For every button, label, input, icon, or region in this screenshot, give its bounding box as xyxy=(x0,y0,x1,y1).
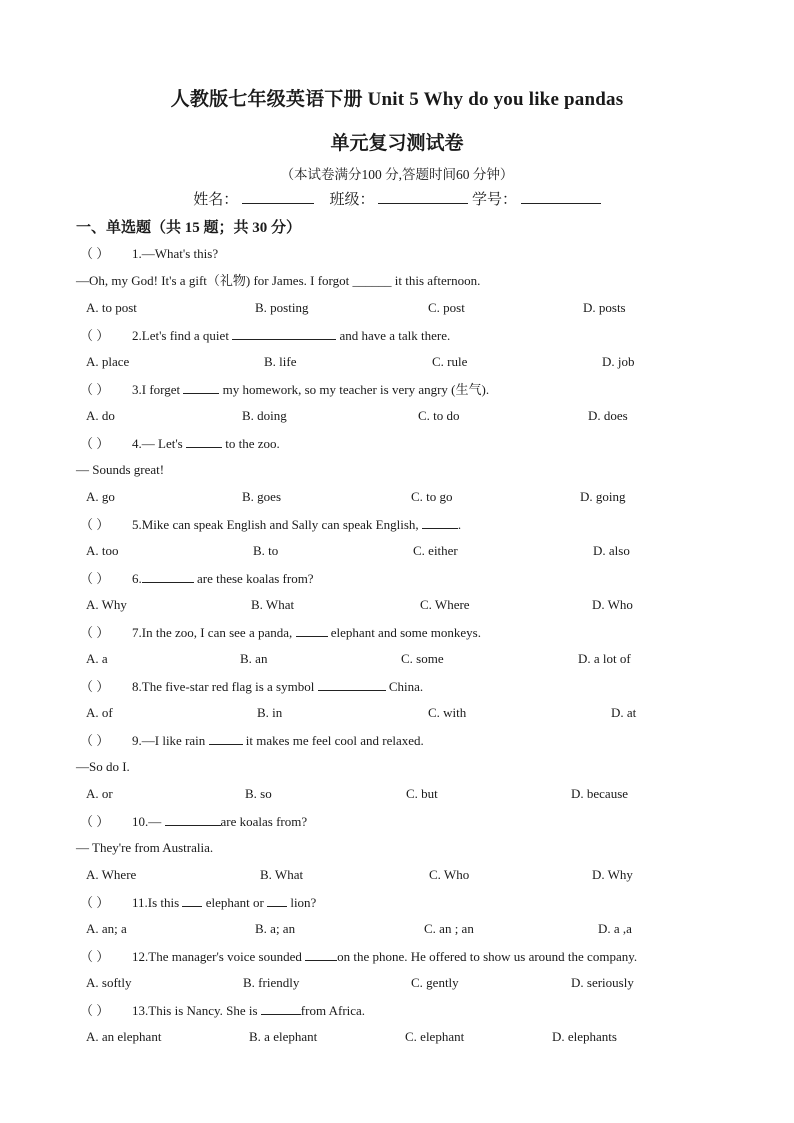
question-text: and have a talk there. xyxy=(336,328,451,343)
option-d[interactable]: D. does xyxy=(588,408,628,423)
option-a[interactable]: A. of xyxy=(86,705,113,720)
question-text: my homework, so my teacher is very angry (生气). xyxy=(219,382,490,397)
option-b[interactable]: B. life xyxy=(264,354,297,369)
exam-note: （本试卷满分100 分,答题时间60 分钟） xyxy=(280,167,514,182)
id-blank[interactable] xyxy=(521,189,601,204)
option-c[interactable]: C. Where xyxy=(420,597,470,612)
option-a[interactable]: A. place xyxy=(86,354,130,369)
question-1 xyxy=(80,245,218,263)
option-c[interactable]: C. rule xyxy=(432,354,468,369)
option-b[interactable]: B. posting xyxy=(255,300,309,315)
option-c[interactable]: C. with xyxy=(428,705,467,720)
question-text: to the zoo. xyxy=(221,436,280,451)
option-b[interactable]: B. What xyxy=(251,597,295,612)
option-d[interactable]: D. also xyxy=(593,543,630,558)
answer-blank[interactable] xyxy=(165,812,221,826)
question-text: 13.This is Nancy. She is xyxy=(132,1003,261,1018)
answer-paren[interactable]: （ ） xyxy=(80,328,110,343)
question-7 xyxy=(80,623,481,641)
question-text: 10.— xyxy=(132,814,165,829)
option-d[interactable]: D. at xyxy=(611,705,637,720)
question-text: 11.Is this xyxy=(132,895,183,910)
question-text: 5.Mike can speak English and Sally can speak English, xyxy=(132,517,422,532)
question-text: 2.Let's find a quiet xyxy=(132,328,233,343)
option-a[interactable]: A. to post xyxy=(86,300,137,315)
question-4 xyxy=(80,434,280,452)
option-c[interactable]: C. gently xyxy=(411,975,459,990)
answer-blank[interactable] xyxy=(422,515,458,529)
option-b[interactable]: B. What xyxy=(260,867,304,882)
option-a[interactable]: A. or xyxy=(86,786,113,801)
exam-title: 人教版七年级英语下册 Unit 5 Why do you like pandas xyxy=(170,89,624,110)
option-d[interactable]: D. because xyxy=(571,786,629,801)
question-13 xyxy=(80,1001,365,1019)
answer-blank[interactable] xyxy=(182,893,202,907)
option-c[interactable]: C. to go xyxy=(411,489,453,504)
option-c[interactable]: C. elephant xyxy=(405,1029,465,1044)
option-a[interactable]: A. an; a xyxy=(86,921,127,936)
question-text: elephant and some monkeys. xyxy=(327,625,481,640)
answer-blank[interactable] xyxy=(318,677,386,691)
answer-blank[interactable] xyxy=(209,731,243,745)
question-text: 12.The manager's voice sounded xyxy=(132,949,306,964)
answer-blank[interactable] xyxy=(186,434,222,448)
question-text: 7.In the zoo, I can see a panda, xyxy=(132,625,296,640)
question-6 xyxy=(80,569,314,587)
option-c[interactable]: C. an ; an xyxy=(424,921,474,936)
question-2 xyxy=(80,326,450,344)
option-b[interactable]: B. an xyxy=(240,651,268,666)
answer-paren[interactable]: （ ） xyxy=(80,679,110,694)
answer-paren[interactable]: （ ） xyxy=(80,895,110,910)
student-info-row xyxy=(0,188,794,209)
option-b[interactable]: B. a elephant xyxy=(249,1029,318,1044)
question-text: China. xyxy=(385,679,424,694)
option-d[interactable]: D. Who xyxy=(592,597,633,612)
answer-blank[interactable] xyxy=(142,569,194,583)
answer-paren[interactable]: （ ） xyxy=(80,625,110,640)
question-text: 6. xyxy=(132,571,142,586)
question-text-line: — They're from Australia. xyxy=(76,840,214,855)
section-title: 一、单选题（共 15 题；共 30 分） xyxy=(76,220,302,236)
option-a[interactable]: A. too xyxy=(86,543,119,558)
question-11 xyxy=(80,893,316,911)
id-label: 学号： xyxy=(472,192,518,208)
question-3 xyxy=(80,380,489,398)
answer-paren[interactable]: （ ） xyxy=(80,246,110,261)
answer-blank[interactable] xyxy=(261,1001,301,1015)
question-text: 9.—I like rain xyxy=(132,733,209,748)
question-5 xyxy=(80,515,461,533)
option-a[interactable]: A. softly xyxy=(86,975,132,990)
question-9 xyxy=(80,731,424,749)
answer-blank[interactable] xyxy=(305,947,337,961)
answer-blank[interactable] xyxy=(183,380,219,394)
answer-paren[interactable]: （ ） xyxy=(80,382,110,397)
option-b[interactable]: B. friendly xyxy=(243,975,300,990)
answer-paren[interactable]: （ ） xyxy=(80,949,110,964)
question-text-line: — Sounds great! xyxy=(76,462,165,477)
option-d[interactable]: D. going xyxy=(580,489,626,504)
question-12 xyxy=(80,947,637,965)
option-c[interactable]: C. Who xyxy=(429,867,470,882)
question-text: are koalas from? xyxy=(220,814,308,829)
option-b[interactable]: B. a; an xyxy=(255,921,296,936)
class-label: 班级： xyxy=(329,192,375,208)
answer-blank[interactable] xyxy=(232,326,336,340)
option-a[interactable]: A. Where xyxy=(86,867,137,882)
class-blank[interactable] xyxy=(378,189,468,204)
option-a[interactable]: A. do xyxy=(86,408,115,423)
option-c[interactable]: C. but xyxy=(406,786,438,801)
option-c[interactable]: C. either xyxy=(413,543,458,558)
answer-paren[interactable]: （ ） xyxy=(80,814,110,829)
option-c[interactable]: C. post xyxy=(428,300,465,315)
option-d[interactable]: D. a ,a xyxy=(598,921,632,936)
question-text: on the phone. He offered to show us around the company. xyxy=(337,949,638,964)
option-d[interactable]: D. a lot of xyxy=(578,651,631,666)
question-8 xyxy=(80,677,423,695)
question-text: 8.The five-star red flag is a symbol xyxy=(132,679,318,694)
name-label: 姓名： xyxy=(193,192,239,208)
answer-paren[interactable]: （ ） xyxy=(80,436,110,451)
option-d[interactable]: D. seriously xyxy=(571,975,634,990)
question-text: are these koalas from? xyxy=(193,571,314,586)
option-d[interactable]: D. posts xyxy=(583,300,626,315)
option-b[interactable]: B. so xyxy=(245,786,272,801)
question-text: it makes me feel cool and relaxed. xyxy=(242,733,424,748)
question-text: 4.— Let's xyxy=(132,436,186,451)
option-a[interactable]: A. Why xyxy=(86,597,127,612)
question-text: from Africa. xyxy=(300,1003,366,1018)
option-a[interactable]: A. a xyxy=(86,651,108,666)
option-b[interactable]: B. goes xyxy=(242,489,281,504)
question-text-line: —So do I. xyxy=(76,759,130,774)
answer-blank[interactable] xyxy=(267,893,287,907)
question-text: 1.—What's this? xyxy=(132,246,219,261)
question-text: elephant or xyxy=(202,895,268,910)
option-c[interactable]: C. to do xyxy=(418,408,460,423)
question-text: 3.I forget xyxy=(132,382,184,397)
exam-subtitle: 单元复习测试卷 xyxy=(330,133,464,154)
answer-blank[interactable] xyxy=(296,623,328,637)
option-b[interactable]: B. in xyxy=(257,705,283,720)
answer-paren[interactable]: （ ） xyxy=(80,517,110,532)
answer-paren[interactable]: （ ） xyxy=(80,1003,110,1018)
question-text: lion? xyxy=(287,895,317,910)
option-d[interactable]: D. elephants xyxy=(552,1029,617,1044)
option-b[interactable]: B. doing xyxy=(242,408,287,423)
option-a[interactable]: A. go xyxy=(86,489,115,504)
answer-paren[interactable]: （ ） xyxy=(80,571,110,586)
question-10 xyxy=(80,812,307,830)
question-text: . xyxy=(457,517,462,532)
name-blank[interactable] xyxy=(242,189,314,204)
option-c[interactable]: C. some xyxy=(401,651,444,666)
option-a[interactable]: A. an elephant xyxy=(86,1029,162,1044)
option-d[interactable]: D. Why xyxy=(592,867,633,882)
question-text-line: —Oh, my God! It's a gift（礼物) for James. I forgot ______ it this afternoon. xyxy=(76,273,481,288)
answer-paren[interactable]: （ ） xyxy=(80,733,110,748)
option-d[interactable]: D. job xyxy=(602,354,635,369)
option-b[interactable]: B. to xyxy=(253,543,279,558)
